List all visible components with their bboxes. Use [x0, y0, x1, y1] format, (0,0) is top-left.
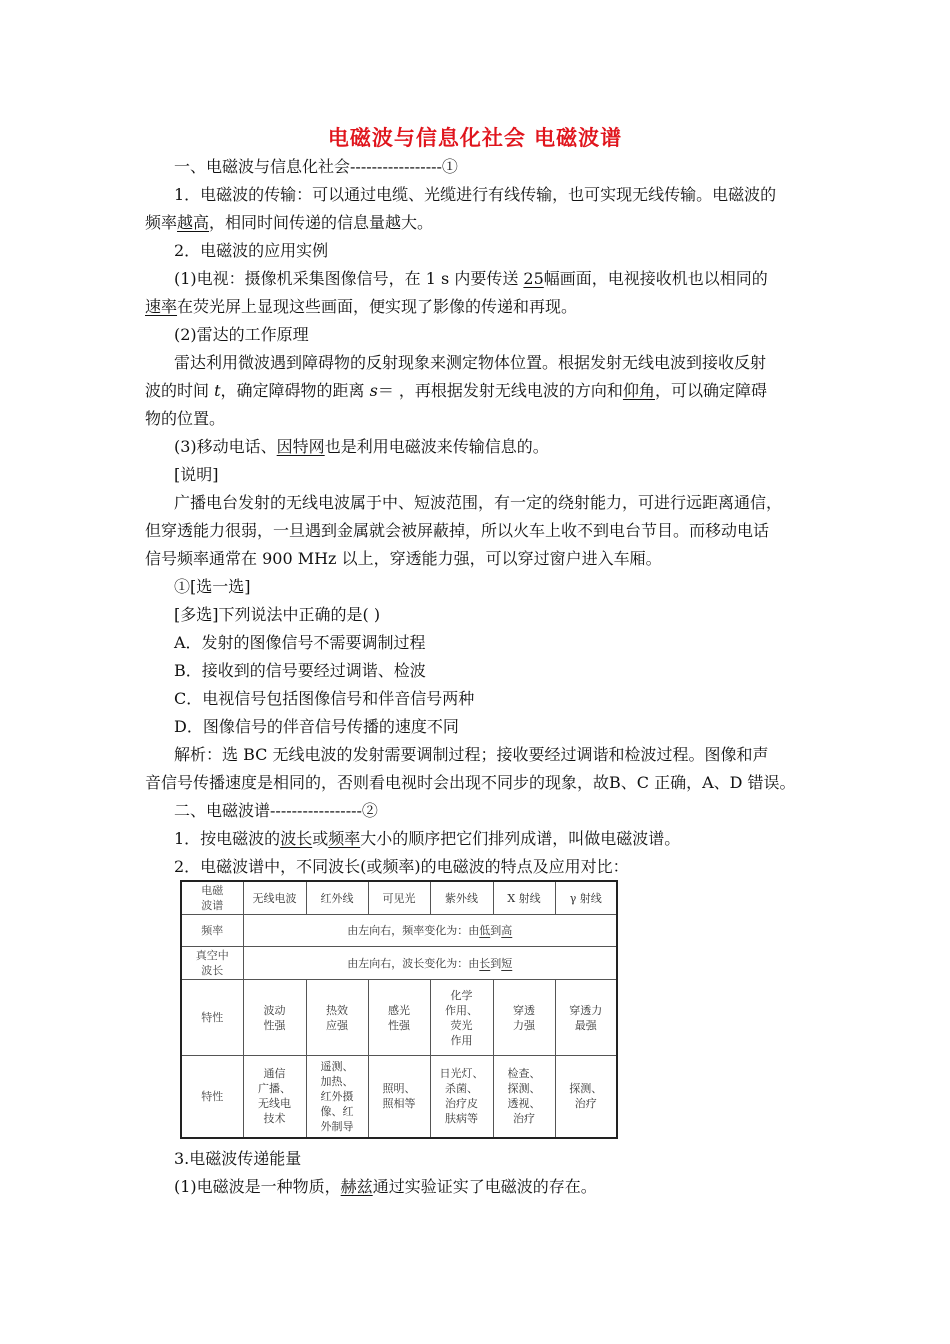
table-cell	[243, 915, 617, 947]
quiz-option-c: C．电视信号包括图像信号和伴音信号两种	[174, 689, 475, 708]
note-line: 但穿透能力很弱，一旦遇到金属就会被屏蔽掉，所以火车上收不到电台节目。而移动电话	[145, 521, 770, 540]
table-header-row	[181, 881, 617, 915]
text: (3)移动电话、	[174, 437, 277, 456]
table-cell: 热效 应强	[306, 980, 368, 1056]
answer-blank: 低	[479, 924, 491, 937]
text: 或	[312, 829, 329, 848]
answer-blank: 越高	[177, 213, 210, 232]
table-cell: 化学 作用、 荧光 作用	[430, 980, 493, 1056]
table-row-label: 频率	[181, 915, 243, 947]
text: 到	[490, 956, 502, 970]
text: 幅画面，电视接收机也以相同的	[543, 269, 768, 288]
table-header-cell: 无线电波	[243, 881, 306, 915]
answer-line: 音信号传播速度是相同的，否则看电视时会出现不同步的现象，故B、C 正确，A、D 错误。	[145, 773, 796, 792]
text: 到	[490, 924, 502, 937]
answer-blank: 短	[501, 956, 513, 970]
table-row	[181, 915, 617, 947]
paragraph-line: 物的位置。	[145, 409, 226, 428]
variable-t: t	[214, 381, 221, 400]
quiz-option-b: B．接收到的信号要经过调谐、检波	[174, 661, 426, 680]
text: 由左向右，波长变化为：由	[347, 956, 480, 970]
table-cell: 感光 性强	[368, 980, 430, 1056]
table-cell: 波动 性强	[243, 980, 306, 1056]
text: (1)电视：摄像机采集图像信号，在 1 s 内要传送	[174, 269, 524, 288]
table-cell: 电磁 波谱	[181, 881, 243, 915]
paragraph-line	[174, 1177, 597, 1197]
table-cell: 遥测、 加热、 红外摄 像、红 外制导	[306, 1056, 368, 1138]
section-heading-1: 一、电磁波与信息化社会-----------------①	[174, 157, 458, 176]
paragraph-line	[145, 297, 577, 317]
answer-blank: 高	[501, 924, 513, 937]
text: ，确定障碍物的距离	[220, 381, 370, 400]
table-cell: 穿透力 最强	[555, 980, 617, 1056]
text: 1．按电磁波的	[174, 829, 281, 848]
table-cell	[243, 947, 617, 980]
answer-blank: 速率	[145, 297, 178, 316]
table-header-cell: X 射线	[493, 881, 555, 915]
answer-blank: 频率	[328, 829, 361, 848]
paragraph-line: 3.电磁波传递能量	[174, 1149, 302, 1168]
quiz-option-a: A．发射的图像信号不需要调制过程	[174, 633, 426, 652]
table-cell: 检查、 探测、 透视、 治疗	[493, 1056, 555, 1138]
answer-blank: 波长	[280, 829, 313, 848]
answer-blank: 因特网	[276, 437, 325, 456]
table-cell: 照明、 照相等	[368, 1056, 430, 1138]
text: (1)电磁波是一种物质，	[174, 1177, 341, 1196]
paragraph-line: 雷达利用微波遇到障碍物的反射现象来测定物体位置。根据发射无线电波到接收反射	[174, 353, 767, 372]
paragraph-line	[145, 381, 767, 401]
text: 在荧光屏上显现这些画面，便实现了影像的传递和再现。	[177, 297, 578, 316]
answer-blank: 长	[479, 956, 491, 970]
table-cell: 探测、 治疗	[555, 1056, 617, 1138]
spectrum-table	[180, 880, 618, 1139]
section-heading-2: 二、电磁波谱-----------------②	[174, 801, 378, 820]
note-label: [说明]	[174, 465, 219, 484]
table-row	[181, 980, 617, 1056]
table-cell: 穿透 力强	[493, 980, 555, 1056]
table-row	[181, 1056, 617, 1138]
paragraph-line: 1．电磁波的传输：可以通过电缆、光缆进行有线传输，也可实现无线传输。电磁波的	[174, 185, 777, 204]
table-row-label: 特性	[181, 1056, 243, 1138]
quiz-option-d: D．图像信号的伴音信号传播的速度不同	[174, 717, 459, 736]
quiz-label: ①[选一选]	[174, 577, 251, 596]
text: 频率	[145, 213, 178, 232]
paragraph-line	[174, 829, 680, 849]
text: 大小的顺序把它们排列成谱，叫做电磁波谱。	[360, 829, 681, 848]
text: 波的时间	[145, 381, 215, 400]
text: ，相同时间传递的信息量越大。	[209, 213, 434, 232]
table-cell: 日光灯、 杀菌、 治疗皮 肤病等	[430, 1056, 493, 1138]
paragraph-line	[174, 269, 768, 289]
note-line: 广播电台发射的无线电波属于中、短波范围，有一定的绕射能力，可进行远距离通信，	[174, 493, 783, 512]
answer-blank: 25	[523, 269, 544, 288]
paragraph-line	[174, 437, 549, 457]
table-header-cell: γ 射线	[555, 881, 617, 915]
paragraph-line: 2．电磁波谱中，不同波长(或频率)的电磁波的特点及应用对比：	[174, 857, 629, 876]
table-cell: 通信 广播、 无线电 技术	[243, 1056, 306, 1138]
quiz-question: [多选]下列说法中正确的是( )	[174, 605, 381, 624]
table-row-label: 特性	[181, 980, 243, 1056]
table-header-cell: 紫外线	[430, 881, 493, 915]
table-row-label: 真空中 波长	[181, 947, 243, 980]
paragraph-line: (2)雷达的工作原理	[174, 325, 309, 344]
paragraph-line: 2．电磁波的应用实例	[174, 241, 329, 260]
page-title: 电磁波与信息化社会 电磁波谱	[327, 125, 623, 150]
text: ，可以确定障碍	[654, 381, 767, 400]
table-header-cell: 红外线	[306, 881, 368, 915]
text: 也是利用电磁波来传输信息的。	[324, 437, 549, 456]
paragraph-line	[145, 213, 433, 233]
note-line: 信号频率通常在 900 MHz 以上，穿透能力强，可以穿过窗户进入车厢。	[145, 549, 662, 568]
text: ＝ ，再根据发射无线电波的方向和	[377, 381, 623, 400]
table-header-cell: 可见光	[368, 881, 430, 915]
text: 由左向右，频率变化为：由	[347, 924, 480, 937]
variable-s: s	[369, 381, 378, 400]
text: 通过实验证实了电磁波的存在。	[372, 1177, 597, 1196]
table-row	[181, 947, 617, 980]
answer-blank: 仰角	[622, 381, 655, 400]
answer-line: 解析：选 BC 无线电波的发射需要调制过程；接收要经过调谐和检波过程。图像和声	[174, 745, 769, 764]
answer-blank: 赫兹	[340, 1177, 373, 1196]
